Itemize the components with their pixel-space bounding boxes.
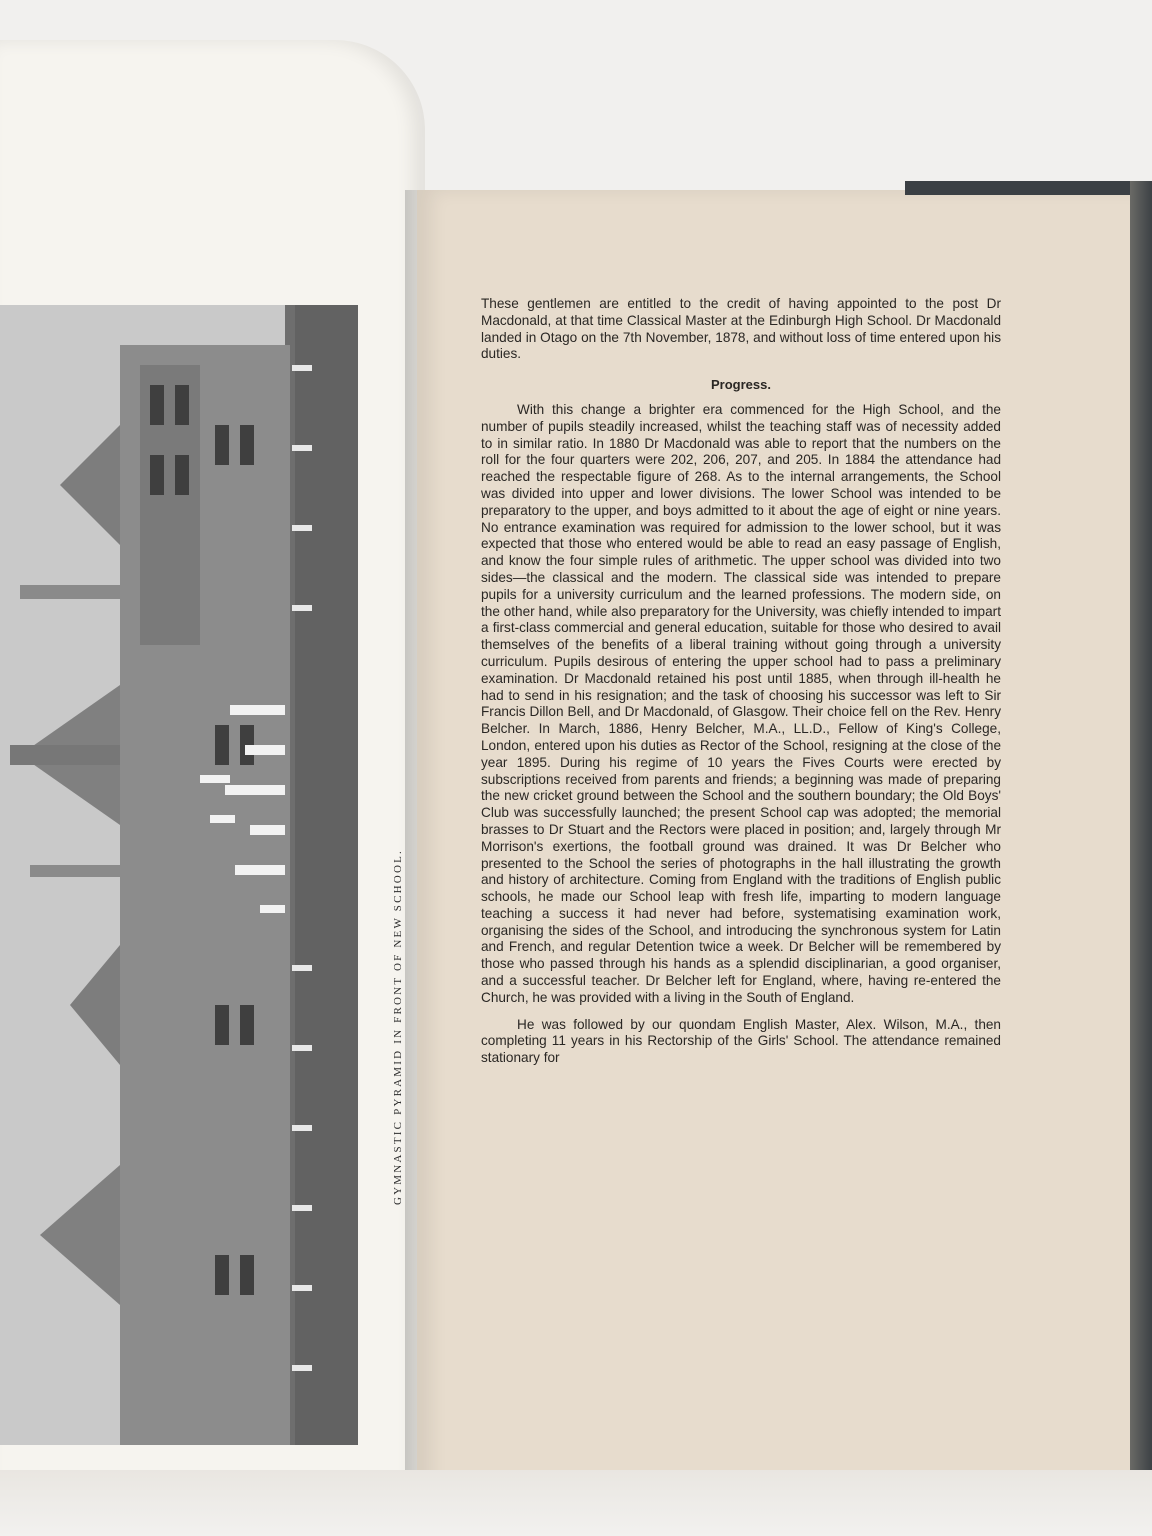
right-page-text <box>417 190 1135 1510</box>
book-cover-side-edge <box>1130 181 1152 1471</box>
plate-caption-text: GYMNASTIC PYRAMID IN FRONT OF NEW SCHOOL. <box>392 849 404 1205</box>
school-photograph <box>0 305 358 1445</box>
body-text <box>481 296 1001 1067</box>
plate-caption <box>392 585 402 1205</box>
intro-paragraph: These gentlemen are entitled to the credit of having appointed to the post Dr Macdonald, at that time Classical Master at the Edinburgh High School. Dr Macdonald landed in Otago on the 7th November, 1878, and without loss of time entered upon his duties. <box>481 296 1001 362</box>
paragraph-1: With this change a brighter era commenced for the High School, and the number of pupils steadily increased, whilst the teaching staff was of necessity added to in similar ratio. In 1880 Dr Macdonald was able to report that the numbers on the roll for the four quarters were 202, 206, 207, and 205. In 1884 the attendance had reached the respectable figure of 268. As to the internal arrangements, the School was divided into upper and lower divisions. The lower School was intended to be preparatory to the upper, and boys admitted to it about the age of eight or nine years. No entrance examination was required for admission to the lower school, but it was expected that those who entered would be able to read an easy passage of English, and know the four simple rules of arithmetic. The upper school was divided into two sides—the classical and the modern. The classical side was intended to prepare pupils for a university curriculum and the learned professions. The modern side, on the other hand, while also preparatory for the University, was chiefly intended to impart a first-class commercial and general education, suitable for those who desired to avail themselves of the benefits of a liberal training without going through a university curriculum. Pupils desirous of entering the upper school had to pass a preliminary examination. Dr Macdonald retained his post until 1885, when through ill-health he had to send in his resignation; and the task of choosing his successor was left to Sir Francis Dillon Bell, and Dr Macdonald, of Glasgow. Their choice fell on the Rev. Henry Belcher. In March, 1886, Henry Belcher, M.A., LL.D., Fellow of King's College, London, entered upon his duties as Rector of the School, resigning at the close of the year 1895. During his regime of 10 years the Fives Courts were erected by subscriptions received from parents and friends; a beginning was made of preparing the new cricket ground between the School and the southern boundary; the Old Boys' Club was successfully launched; the present School cap was adopted; the memorial brasses to Dr Stuart and the Rectors were placed in position; and, largely through Mr Morrison's exertions, the football ground was drained. It was Dr Belcher who presented to the School the series of photographs in the hall illustrating the growth and history of architecture. Coming from England with the traditions of English public schools, he made our School leap with fresh life, imparting to modern language teaching a success it had never had before, systematising examination work, organising the sides of the School, and introducing the synchronous system for Latin and French, and regular Detention twice a week. Dr Belcher will be remembered by those who passed through his hands as a splendid disciplinarian, a good organiser, and a successful teacher. Dr Belcher left for England, where, having re-entered the Church, he was provided with a living in the South of England. <box>481 401 1001 1005</box>
table-surface <box>0 1470 1152 1536</box>
section-heading: Progress. <box>711 377 771 393</box>
paragraph-2: He was followed by our quondam English Master, Alex. Wilson, M.A., then completing 11 years in his Rectorship of the Girls' School. The attendance remained stationary for <box>481 1016 1001 1066</box>
book-cover-top-edge <box>905 181 1152 195</box>
left-page-plate <box>0 40 425 1510</box>
